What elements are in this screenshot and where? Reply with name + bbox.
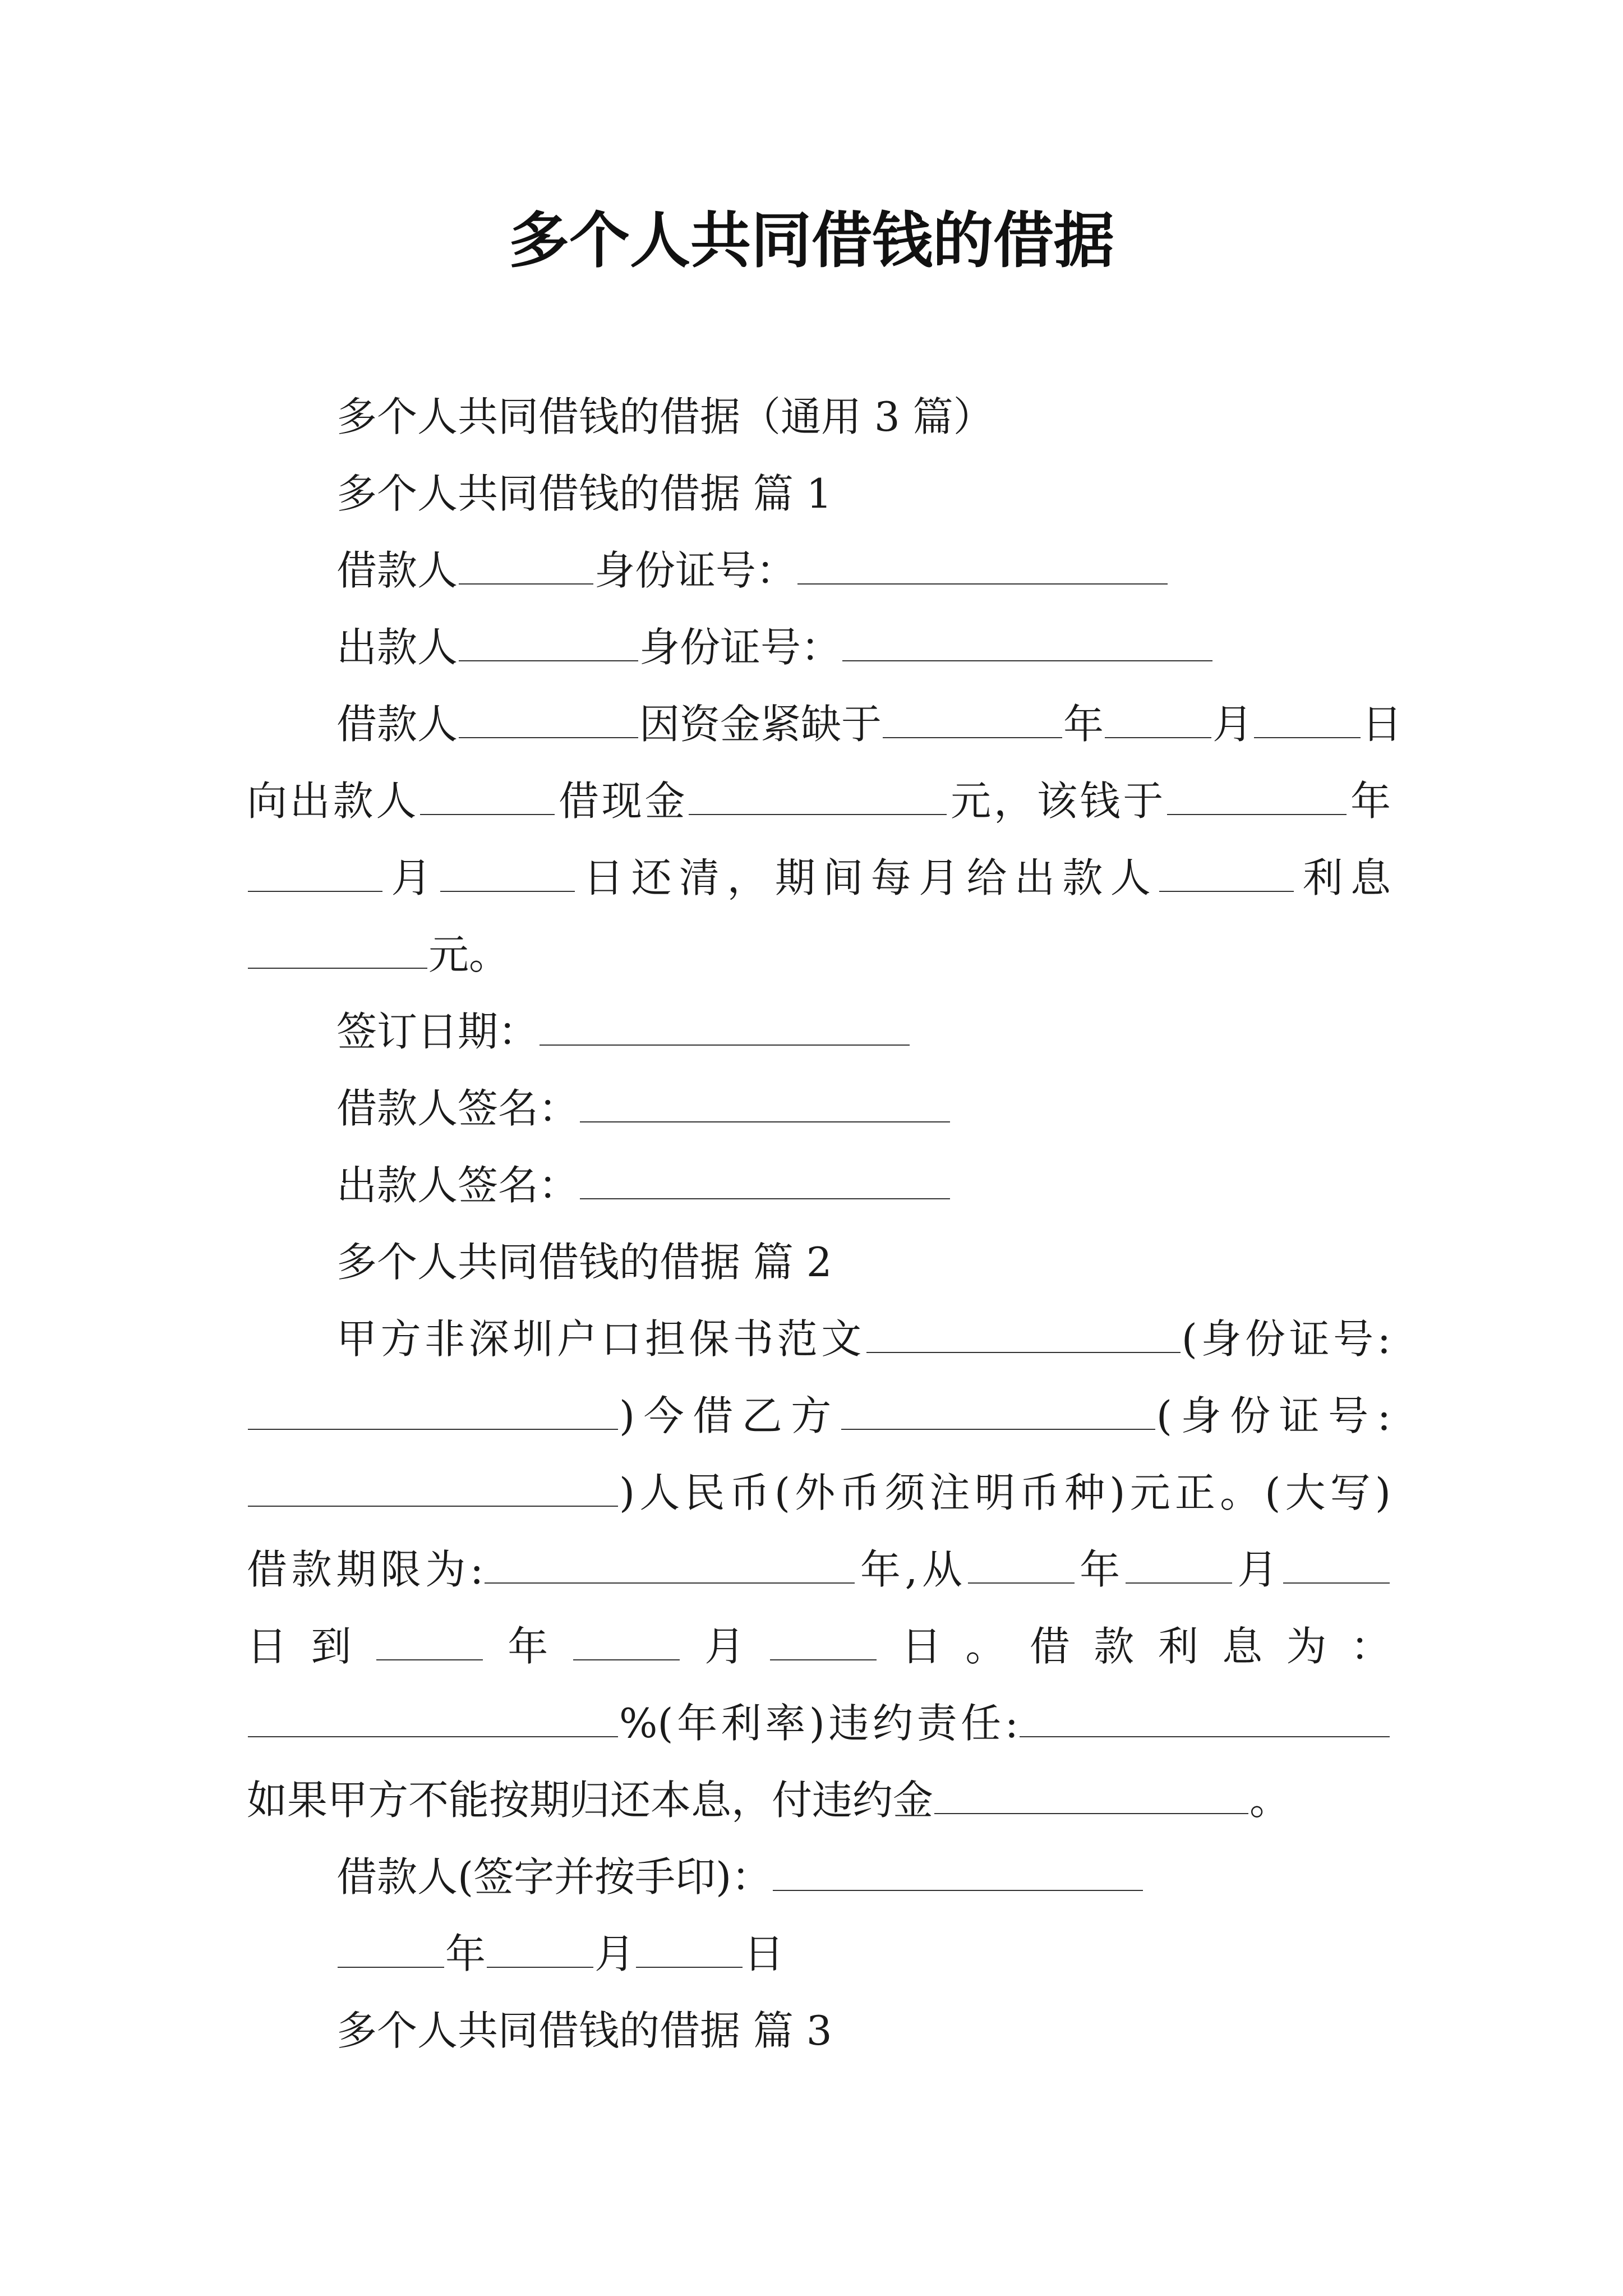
borrower-blank[interactable] xyxy=(459,549,593,585)
text: 年 xyxy=(483,1623,572,1670)
borrower-sign-label: 借款人(签字并按手印)： xyxy=(336,1853,772,1901)
text: 日。借款利息为： xyxy=(877,1623,1391,1670)
section-2-heading: 多个人共同借钱的借据 篇 2 xyxy=(336,1239,832,1286)
month-blank[interactable] xyxy=(248,856,382,892)
borrower-id-line xyxy=(247,532,1391,609)
text: 年 xyxy=(1348,777,1391,825)
borrower-sign-blank[interactable] xyxy=(580,1087,950,1122)
text: 日到 xyxy=(247,1623,375,1670)
currency-line xyxy=(247,1455,1391,1531)
text: 月 xyxy=(384,854,439,901)
guarantor-line xyxy=(247,1301,1391,1378)
interest-amount-line xyxy=(247,917,1391,993)
loan-term-line xyxy=(247,1531,1391,1608)
text: 月 xyxy=(594,1930,635,1977)
day-blank[interactable] xyxy=(770,1625,877,1660)
liability-blank[interactable] xyxy=(1020,1701,1390,1737)
text: 年 xyxy=(445,1930,486,1977)
text: 借款期限为: xyxy=(247,1546,484,1593)
party-b-line xyxy=(247,1378,1391,1455)
interest-amount-blank[interactable] xyxy=(248,933,427,969)
amount-blank[interactable] xyxy=(689,779,947,815)
term-blank[interactable] xyxy=(485,1548,855,1584)
month-blank[interactable] xyxy=(573,1625,680,1660)
text: 利息 xyxy=(1295,854,1391,901)
borrower-label: 借款人 xyxy=(336,547,458,594)
text: 元，该钱于 xyxy=(948,777,1166,825)
lender-label: 出款人 xyxy=(336,624,458,671)
text: 借现金 xyxy=(556,777,688,825)
section-1-heading: 多个人共同借钱的借据 篇 1 xyxy=(336,470,832,517)
month-blank[interactable] xyxy=(1105,702,1211,738)
interest-rate-line xyxy=(247,1685,1391,1762)
lender-blank[interactable] xyxy=(420,779,555,815)
text: 日 xyxy=(744,1930,785,1977)
text: )今借乙方 xyxy=(619,1392,840,1439)
lender-sign-line xyxy=(247,1147,1391,1224)
id-label: 身份证号： xyxy=(594,547,797,594)
year-blank[interactable] xyxy=(338,1932,444,1968)
year-blank[interactable] xyxy=(883,702,1062,738)
section-3-heading: 多个人共同借钱的借据 篇 3 xyxy=(336,2007,832,2054)
party-a-id-blank[interactable] xyxy=(248,1394,618,1430)
intro-line: 多个人共同借钱的借据（通用 3 篇） xyxy=(336,393,994,440)
text: (身份证号: xyxy=(1181,1315,1391,1363)
lender-sign-label: 出款人签名： xyxy=(336,1162,579,1209)
party-a-blank[interactable] xyxy=(866,1317,1181,1353)
interest-blank[interactable] xyxy=(1159,856,1294,892)
party-b-blank[interactable] xyxy=(841,1394,1155,1430)
borrower-sign-line xyxy=(247,1070,1391,1147)
year-blank[interactable] xyxy=(376,1625,483,1660)
year-blank[interactable] xyxy=(968,1548,1075,1584)
penalty-line xyxy=(247,1762,1391,1839)
text: 年 xyxy=(1063,701,1104,748)
text: 向出款人 xyxy=(247,777,419,825)
month-blank[interactable] xyxy=(487,1932,593,1968)
text: 元。 xyxy=(428,931,510,978)
sign-date-label: 签订日期： xyxy=(336,1008,539,1055)
text: 年,从 xyxy=(856,1546,967,1593)
day-blank[interactable] xyxy=(636,1932,743,1968)
borrower-blank[interactable] xyxy=(459,702,638,738)
text: 如果甲方不能按期归还本息，付违约金 xyxy=(247,1777,934,1824)
penalty-blank[interactable] xyxy=(934,1778,1248,1814)
month-blank[interactable] xyxy=(1126,1548,1232,1584)
text: (身份证号: xyxy=(1156,1392,1391,1439)
document-body xyxy=(247,379,1403,2069)
text: 借款人 xyxy=(336,701,458,748)
text: 甲方非深圳户口担保书范文 xyxy=(336,1315,865,1363)
text: 。 xyxy=(1249,1777,1290,1824)
sign-date-blank[interactable] xyxy=(540,1010,910,1046)
text: 月 xyxy=(1233,1546,1282,1593)
text: )人民币(外币须注明币种)元正。(大写) xyxy=(619,1469,1391,1516)
text: %(年利率)违约责任: xyxy=(619,1700,1018,1747)
lender-id-blank[interactable] xyxy=(842,625,1212,661)
day-blank[interactable] xyxy=(1283,1548,1390,1584)
borrower-sign-blank[interactable] xyxy=(773,1855,1143,1891)
borrower-id-blank[interactable] xyxy=(797,549,1168,585)
text: 日 xyxy=(1362,701,1403,748)
text: 日还清，期间每月给出款人 xyxy=(575,854,1159,901)
year-blank[interactable] xyxy=(1167,779,1347,815)
day-blank[interactable] xyxy=(440,856,575,892)
lender-sign-blank[interactable] xyxy=(580,1163,950,1199)
repayment-line xyxy=(247,840,1391,917)
loan-reason-line xyxy=(247,686,1403,763)
id-label: 身份证号： xyxy=(639,624,842,671)
document-title: 多个人共同借钱的借据 xyxy=(508,206,1114,276)
date-line-2 xyxy=(247,1916,1391,1993)
text: 月 xyxy=(1212,701,1253,748)
text: 因资金紧缺于 xyxy=(639,701,882,748)
sign-date-line xyxy=(247,993,1391,1070)
lender-id-line xyxy=(247,609,1391,686)
lender-blank[interactable] xyxy=(459,625,638,661)
loan-end-line xyxy=(247,1608,1391,1685)
interest-rate-blank[interactable] xyxy=(248,1701,618,1737)
party-b-id-blank[interactable] xyxy=(248,1471,618,1507)
borrower-sign-line-2 xyxy=(247,1839,1391,1916)
day-blank[interactable] xyxy=(1254,702,1361,738)
loan-amount-line xyxy=(247,763,1391,840)
text: 月 xyxy=(680,1623,769,1670)
text: 年 xyxy=(1075,1546,1124,1593)
borrower-sign-label: 借款人签名： xyxy=(336,1085,579,1132)
